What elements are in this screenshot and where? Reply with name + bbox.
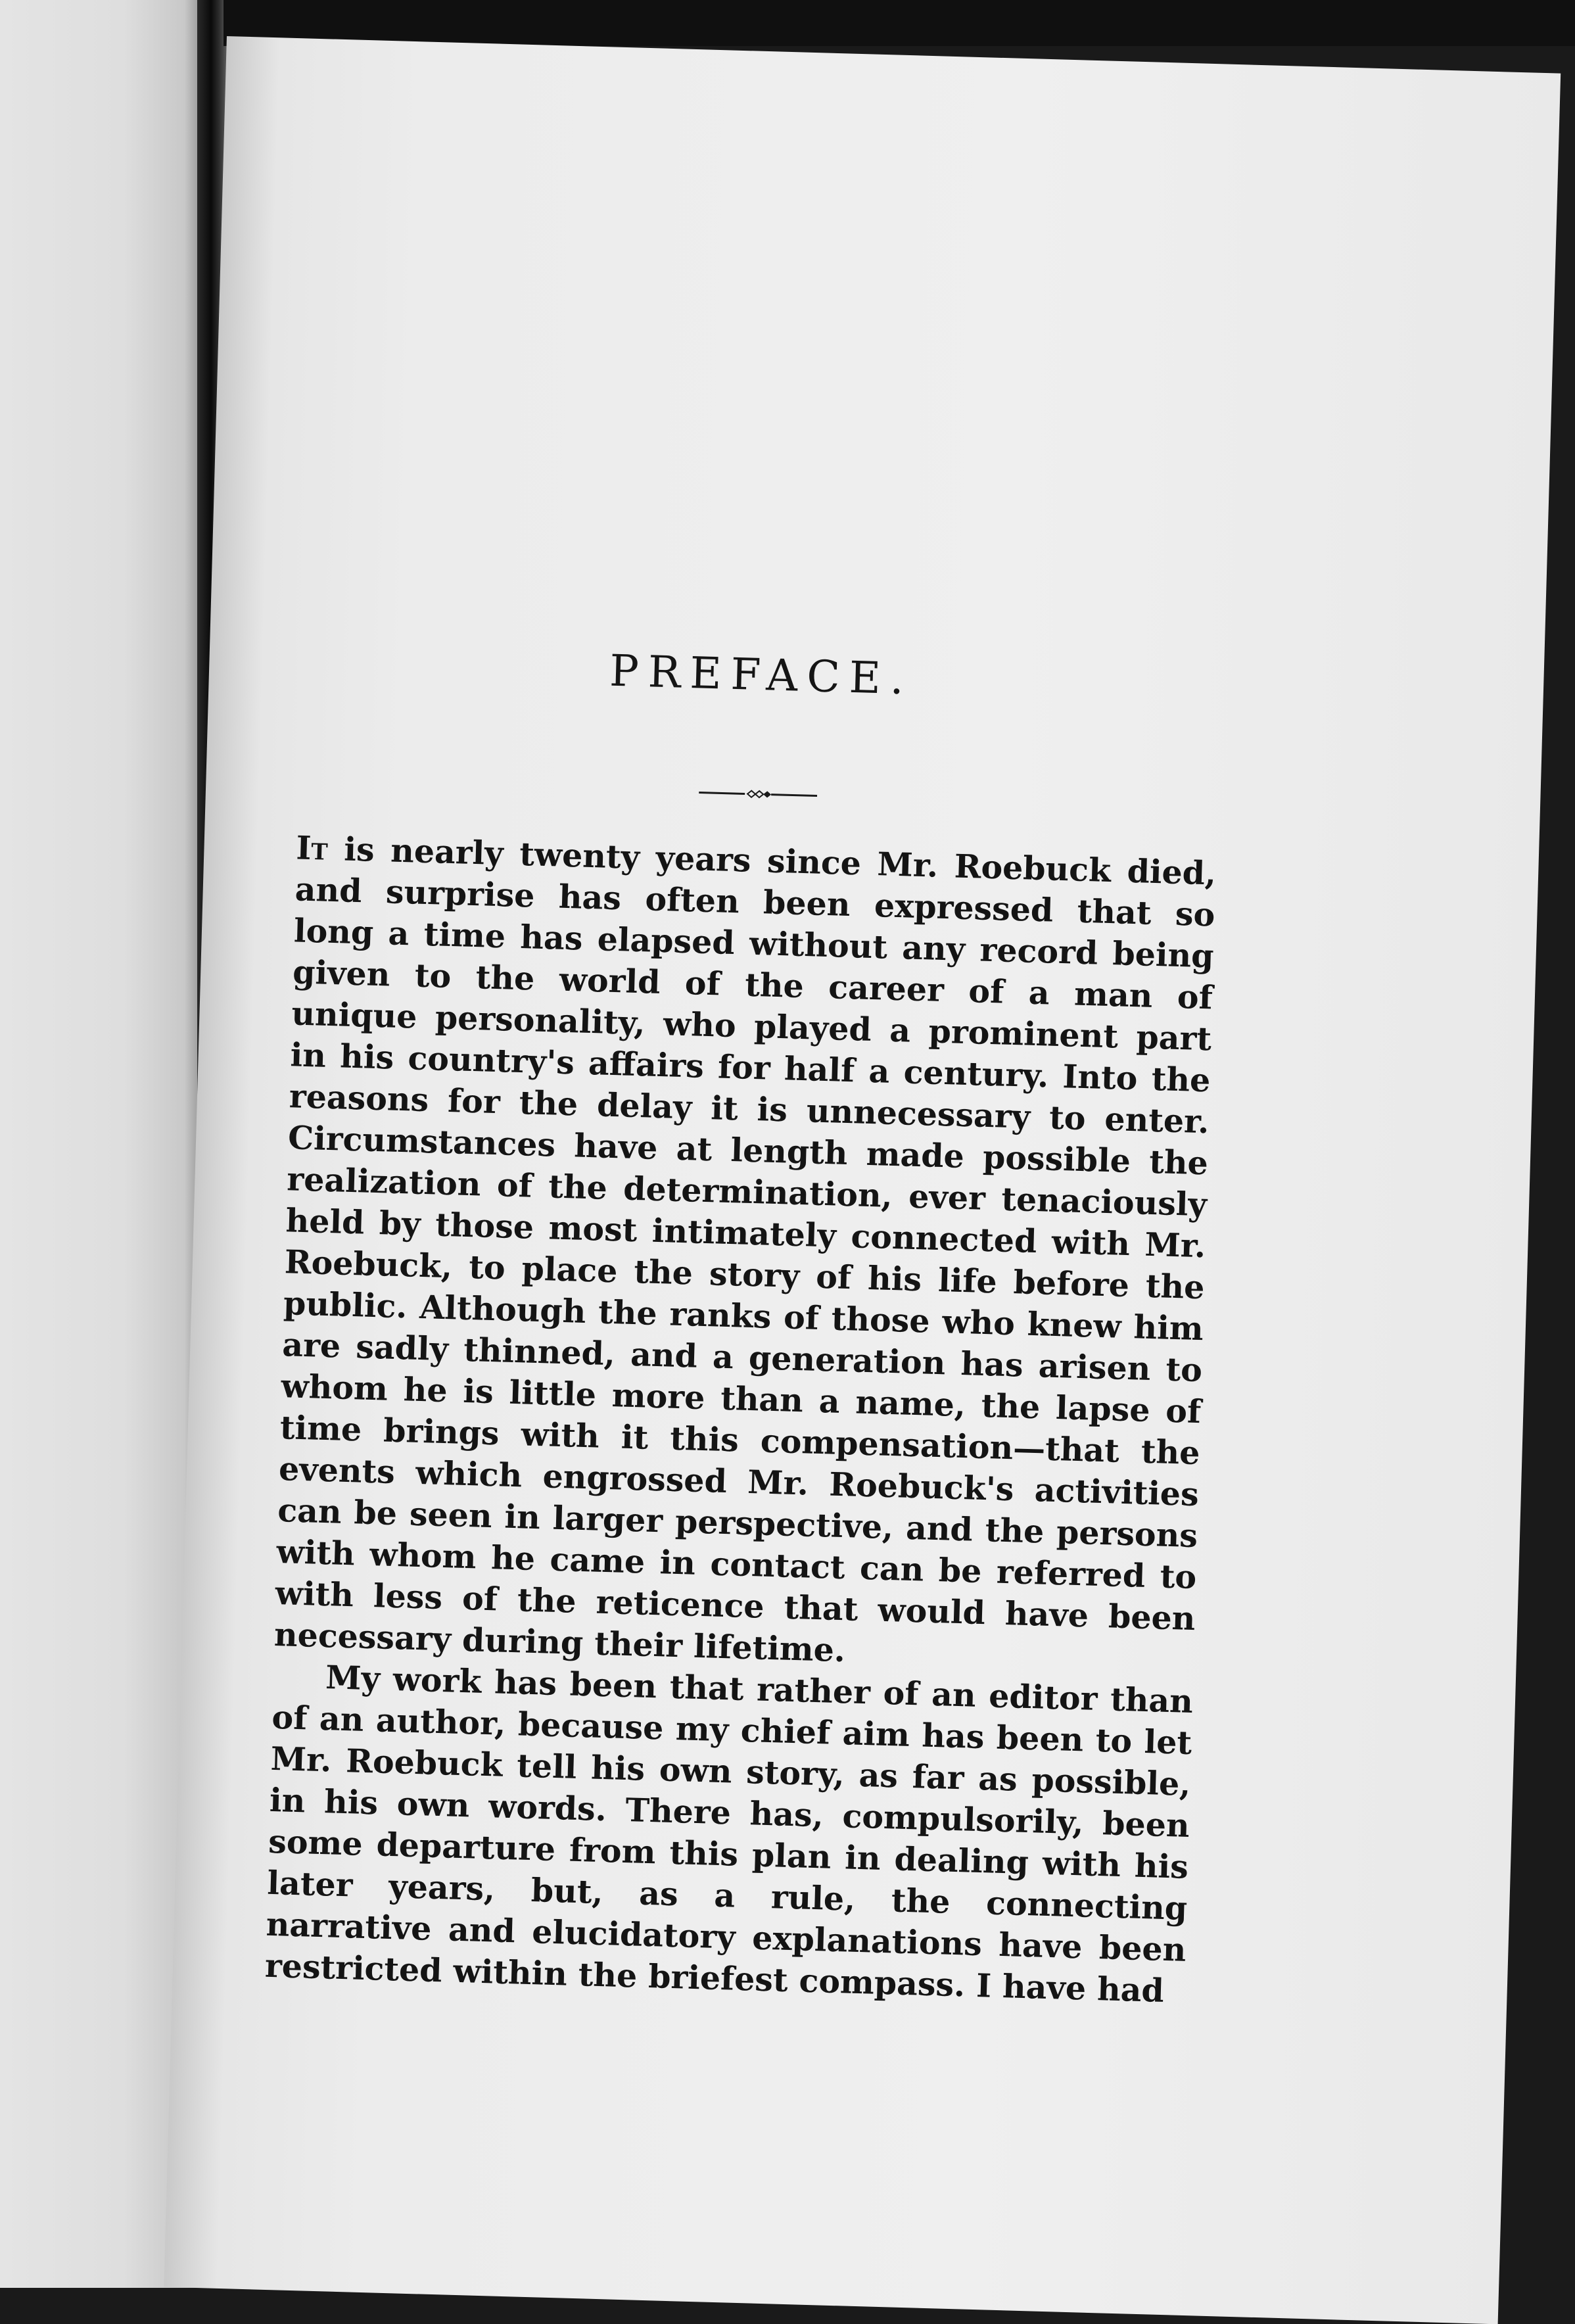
title-ornament bbox=[298, 774, 1218, 816]
paragraph-2 bbox=[264, 1655, 1194, 2012]
paragraph-lead: It bbox=[295, 828, 329, 868]
preface-body bbox=[264, 827, 1217, 2012]
scan-top-edge bbox=[223, 0, 1575, 46]
paragraph-text: My work has been that rather of an editor than of an author, because my chief aim has been to let Mr. Roebuck tell his own story, as far as possible, in his own words. There has, compulsorily, been some departure from this plan in dealing with his later years, but, as a rule, the connecting narrative and elucidatory explanations have been restricted within the briefest compass. I have had bbox=[264, 1658, 1194, 2010]
page-title: PREFACE. bbox=[609, 645, 914, 705]
paragraph-text: is nearly twenty years since Mr. Roebuck died, and surprise has often been expressed that so long a time has elapsed without any record being given to the world of the career of a man of unique personality, who played a prominent part in his country's affairs for half a century. Into the reasons for the delay it is unnecessary to enter. Circumstances have at length made possible the realization of the determination, ever tenaciously held by those most intimately connected with Mr. Roebuck, to place the story of his life before the public. Although the ranks of those who knew him are sadly thinned, and a generation has arisen to whom he is little more than a name, the lapse of time brings with it this compensation—that the events which engrossed Mr. Roebuck's activities can be seen in larger perspective, and the persons with whom he came in contact can be referred to with less of the reticence that would have been necessary during their lifetime. bbox=[273, 829, 1217, 1670]
paragraph-1 bbox=[273, 827, 1217, 1681]
ornament-rule-icon bbox=[699, 786, 817, 803]
preface-page bbox=[164, 36, 1561, 2324]
